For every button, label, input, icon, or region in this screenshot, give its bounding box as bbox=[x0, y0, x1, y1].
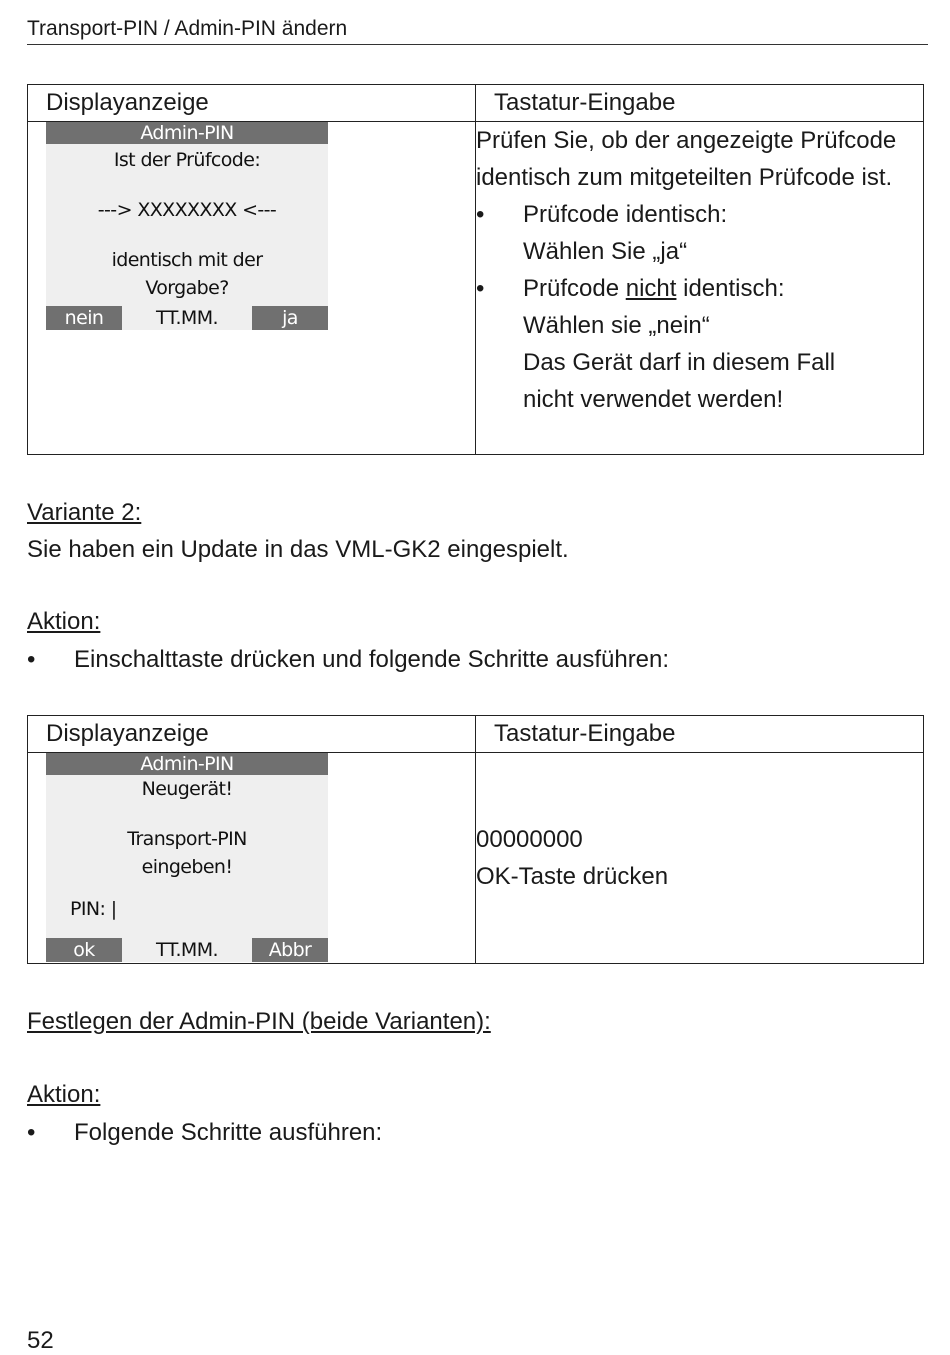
bullet-icon: • bbox=[27, 646, 36, 673]
lcd-line: Vorgabe? bbox=[145, 277, 229, 299]
aktion-heading: Aktion: bbox=[27, 1081, 101, 1108]
list-item-text: Das Gerät darf in diesem Fall bbox=[523, 349, 836, 376]
list-item-text: Wählen Sie „ja“ bbox=[523, 238, 688, 265]
page-number: 52 bbox=[27, 1327, 54, 1354]
input-cell bbox=[476, 753, 924, 964]
steps-table-2 bbox=[27, 715, 924, 964]
lcd-line: Ist der Prüfcode: bbox=[113, 149, 261, 171]
bullet-text: Einschalttaste drücken und folgende Schritte ausführen: bbox=[74, 646, 670, 673]
list-item-text: • Prüfcode identisch: bbox=[523, 201, 728, 228]
list-item-text: nicht verwendet werden! bbox=[523, 386, 784, 413]
lcd-line: ---> XXXXXXXX <--- bbox=[97, 199, 277, 221]
section-text: Sie haben ein Update in das VML-GK2 eingespielt. bbox=[27, 536, 569, 563]
section-heading-festlegen: Festlegen der Admin-PIN (beide Varianten): bbox=[27, 1008, 491, 1035]
softkey-date: TT.MM. bbox=[156, 939, 218, 961]
column-header-input: Tastatur-Eingabe bbox=[476, 85, 924, 122]
lcd-display bbox=[46, 122, 328, 330]
lcd-line: identisch mit der bbox=[111, 249, 263, 271]
instruction-list bbox=[476, 196, 923, 418]
softkey-abbr: Abbr bbox=[252, 938, 328, 962]
softkey-ok: ok bbox=[46, 938, 122, 962]
lcd-line: Neugerät! bbox=[141, 778, 233, 800]
underlined-text: nicht bbox=[625, 275, 677, 302]
display-cell bbox=[28, 122, 476, 455]
list-item-text: Wählen sie „nein“ bbox=[523, 312, 710, 339]
lcd-softkeys bbox=[46, 306, 328, 330]
column-header-display: Displayanzeige bbox=[28, 85, 476, 122]
text-span: Prüfcode bbox=[523, 275, 626, 302]
bullet-text: Folgende Schritte ausführen: bbox=[74, 1119, 383, 1146]
steps-table-1 bbox=[27, 84, 924, 455]
input-cell bbox=[476, 122, 924, 455]
column-header-input: Tastatur-Eingabe bbox=[476, 716, 924, 753]
instruction-text: Prüfen Sie, ob der angezeigte Prüfcode identisch zum mitgeteilten Prüfcode ist. bbox=[476, 127, 897, 191]
column-header-display: Displayanzeige bbox=[28, 716, 476, 753]
lcd-line: Transport-PIN bbox=[127, 828, 247, 850]
list-item bbox=[476, 196, 923, 270]
bullet-icon: • bbox=[27, 1119, 36, 1146]
display-cell bbox=[28, 753, 476, 964]
softkey-date: TT.MM. bbox=[156, 307, 218, 329]
page-header: Transport-PIN / Admin-PIN ändern bbox=[27, 14, 928, 45]
text-span: identisch: bbox=[676, 275, 785, 302]
lcd-title: Admin-PIN bbox=[46, 122, 328, 144]
lcd-pin-line: PIN: | bbox=[70, 898, 117, 920]
lcd-display bbox=[46, 753, 328, 962]
lcd-line: eingeben! bbox=[141, 856, 233, 878]
input-value: 00000000 bbox=[476, 826, 583, 853]
aktion-heading: Aktion: bbox=[27, 608, 101, 635]
softkey-nein: nein bbox=[46, 306, 122, 330]
list-item bbox=[476, 270, 923, 418]
lcd-title: Admin-PIN bbox=[46, 753, 328, 775]
list-item-text bbox=[523, 270, 923, 307]
section-heading-variante-2: Variante 2: bbox=[27, 499, 142, 526]
softkey-ja: ja bbox=[252, 306, 328, 330]
input-instruction: OK-Taste drücken bbox=[476, 863, 669, 890]
lcd-softkeys bbox=[46, 938, 328, 962]
